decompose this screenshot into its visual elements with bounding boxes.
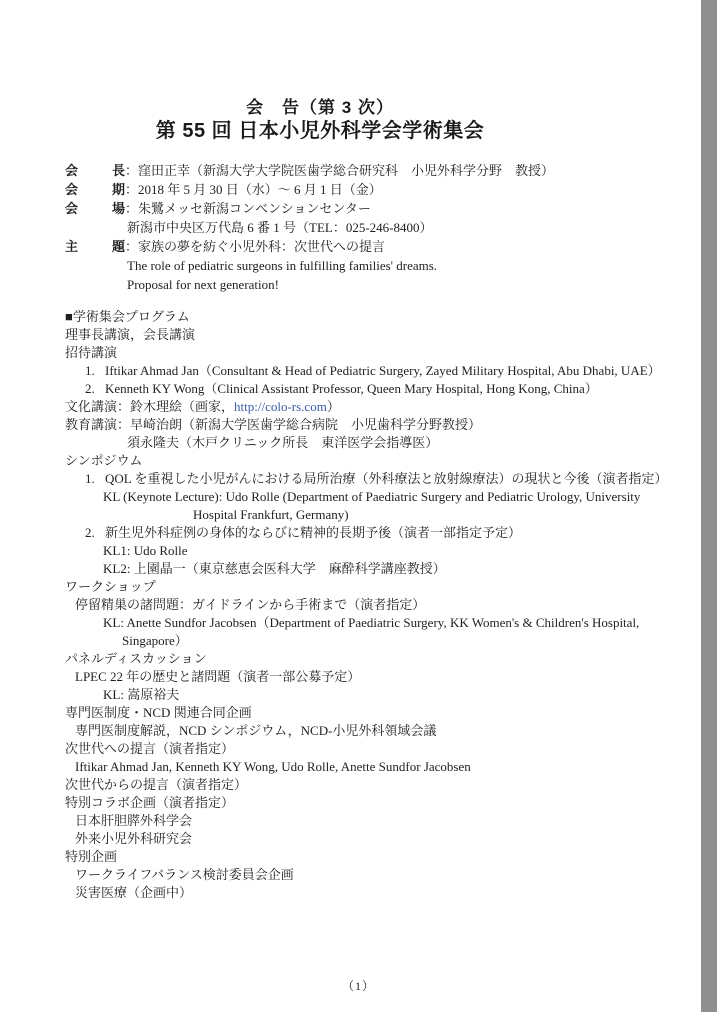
program-section: [65, 308, 670, 902]
program-line: KL: Anette Sundfor Jacobsen（Department of Paediatric Surgery, KK Women's & Children's Hospital,: [103, 615, 640, 630]
meta-row: [65, 199, 665, 218]
program-line: 理事長講演，会長講演: [65, 327, 196, 342]
meta-separator: ：: [125, 182, 139, 197]
program-line: Iftikar Ahmad Jan, Kenneth KY Wong, Udo Rolle, Anette Sundfor Jacobsen: [75, 759, 471, 774]
meta-value: 窪田正幸（新潟大学大学院医歯学総合研究科 小児外科学分野 教授）: [138, 163, 555, 178]
meta-row: [65, 237, 665, 256]
program-line: KL1: Udo Rolle: [103, 543, 188, 558]
meta-continuation-line: 新潟市中央区万代島 6 番 1 号（TEL：025-246-8400）: [127, 220, 433, 235]
program-line: ワークライフバランス検討委員会企画: [75, 867, 294, 882]
program-line: シンポジウム: [65, 453, 143, 468]
program-line: 専門医制度・NCD 関連合同企画: [65, 705, 252, 720]
program-heading: ■学術集会プログラム: [65, 309, 190, 324]
program-line: KL: 嵩原裕夫: [103, 687, 180, 702]
program-line: KL2: 上園晶一（東京慈恵会医科大学 麻酔科学講座教授）: [103, 561, 446, 576]
program-line: 須永隆夫（木戸クリニック所長 東洋医学会指導医）: [127, 435, 439, 450]
program-line: ワークショップ: [65, 579, 156, 594]
meta-row: [65, 161, 665, 180]
meta-separator: ：: [125, 163, 139, 178]
program-line: 次世代からの提言（演者指定）: [65, 777, 248, 792]
meta-separator: ：: [125, 201, 139, 216]
program-line: 招待講演: [65, 345, 118, 360]
program-list: [65, 326, 670, 902]
document-header: [0, 97, 640, 143]
list-number: 2.: [85, 381, 95, 396]
meta-label: 会 期: [65, 182, 125, 197]
scan-edge-strip: [701, 0, 717, 1012]
page-number: （1）: [341, 979, 375, 993]
program-line: 2. Kenneth KY Wong（Clinical Assistant Professor, Queen Mary Hospital, Hong Kong, China）: [85, 381, 598, 396]
program-line: LPEC 22 年の歴史と諸問題（演者一部公募予定）: [75, 669, 361, 684]
list-number: 1.: [85, 471, 95, 486]
program-line: Hospital Frankfurt, Germany): [193, 507, 349, 522]
program-line: 日本肝胆膵外科学会: [75, 813, 193, 828]
list-number: 2.: [85, 525, 95, 540]
meta-continuation-line: The role of pediatric surgeons in fulfilling families' dreams.: [127, 258, 438, 273]
program-line: 停留精巣の諸問題：ガイドラインから手術まで（演者指定）: [75, 597, 426, 612]
program-line: 2. 新生児外科症例の身体的ならびに精神的長期予後（演者一部指定予定）: [85, 525, 522, 540]
program-line: 文化講演：鈴木理絵（画家，http://colo-rs.com）: [65, 399, 340, 414]
program-line: パネルディスカッション: [65, 651, 207, 666]
meta-label: 主 題: [65, 239, 125, 254]
announcement-title: 会 告（第 3 次）: [246, 98, 394, 117]
meta-row: [65, 180, 665, 199]
program-line: 外来小児外科研究会: [75, 831, 193, 846]
meeting-title: 第 55 回 日本小児外科学会学術集会: [155, 120, 485, 142]
program-line: 災害医療（企画中）: [75, 885, 193, 900]
program-line: Singapore）: [122, 633, 188, 648]
program-line: 特別企画: [65, 849, 118, 864]
program-line: 専門医制度解説，NCD シンポジウム，NCD-小児外科領域会議: [75, 723, 437, 738]
program-url-link[interactable]: http://colo-rs.com: [234, 399, 327, 414]
program-line: 特別コラボ企画（演者指定）: [65, 795, 235, 810]
program-line: 次世代への提言（演者指定）: [65, 741, 235, 756]
program-line: KL (Keynote Lecture): Udo Rolle (Department of Paediatric Surgery and Pediatric Urology, University: [103, 489, 641, 504]
program-line: 1. Iftikar Ahmad Jan（Consultant & Head of Pediatric Surgery, Zayed Military Hospital, Abu Dhabi, UAE）: [85, 363, 661, 378]
program-line: 教育講演：早崎治朗（新潟大学医歯学総合病院 小児歯科学分野教授）: [65, 417, 482, 432]
meta-value: 2018 年 5 月 30 日（水）～ 6 月 1 日（金）: [138, 182, 382, 197]
program-line: 1. QOL を重視した小児がんにおける局所治療（外科療法と放射線療法）の現状と今後（演者指定）: [85, 471, 668, 486]
meta-label: 会 長: [65, 163, 125, 178]
meta-section: [65, 161, 665, 294]
meta-continuation-line: Proposal for next generation!: [127, 277, 279, 292]
meta-value: 家族の夢を紡ぐ小児外科：次世代への提言: [138, 239, 386, 254]
meta-label: 会 場: [65, 201, 125, 216]
list-number: 1.: [85, 363, 95, 378]
meta-value: 朱鷺メッセ新潟コンベンションセンター: [138, 201, 371, 216]
meta-separator: ：: [125, 239, 139, 254]
